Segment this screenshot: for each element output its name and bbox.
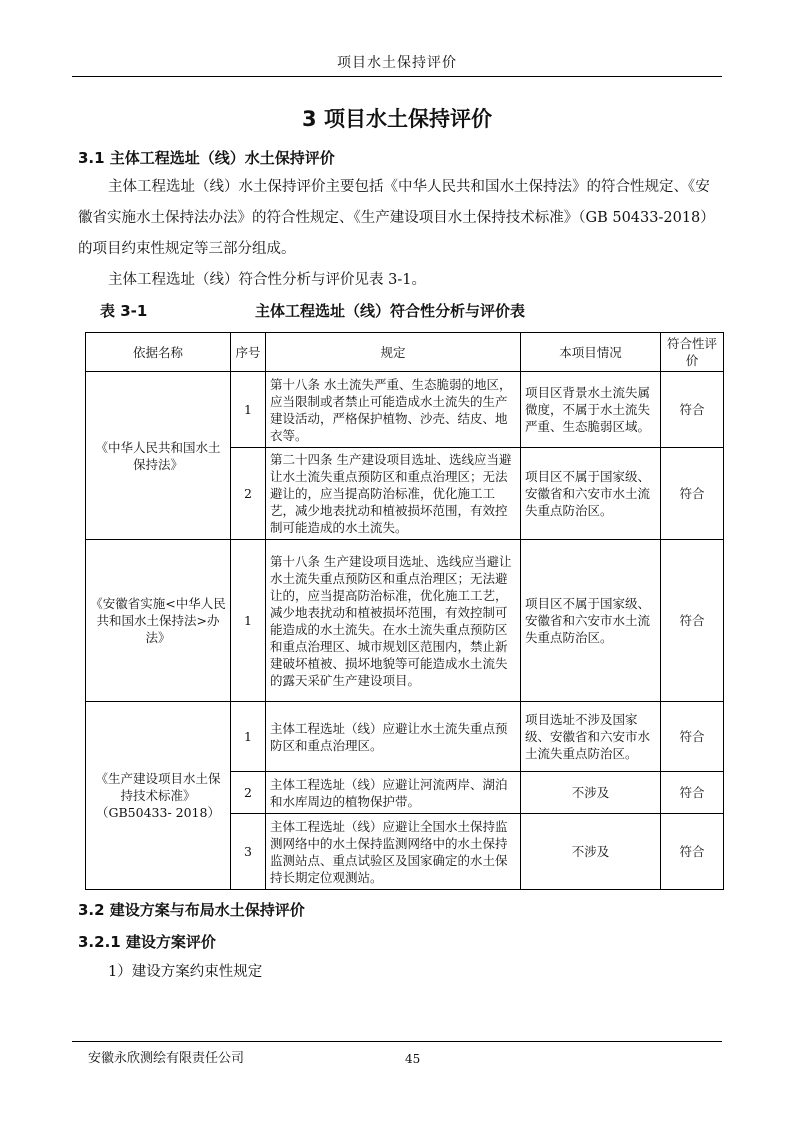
- table-row: [86, 702, 724, 772]
- result-cell: 符合: [661, 372, 724, 448]
- result-cell: 符合: [661, 448, 724, 540]
- seq-cell: 2: [231, 448, 266, 540]
- seq-cell: 1: [231, 702, 266, 772]
- project-cell: 项目选址不涉及国家级、安徽省和六安市水土流失重点防治区。: [521, 702, 661, 772]
- basis-cell: 《安徽省实施<中华人民共和国水土保持法>办法》: [86, 540, 231, 702]
- list-item-1: [78, 957, 718, 988]
- result-cell: 符合: [661, 702, 724, 772]
- section-3-1-paragraph-2: [78, 265, 718, 296]
- rule-cell: 第十八条 水土流失严重、生态脆弱的地区，应当限制或者禁止可能造成水土流失的生产建设活动，严格保护植物、沙壳、结皮、地衣等。: [266, 372, 521, 448]
- paragraph-1-text: 主体工程选址（线）水土保持评价主要包括《中华人民共和国水土保持法》的符合性规定、《安徽省实施水土保持法办法》的符合性规定、《生产建设项目水土保持技术标准》（GB 50433-2018）的项目约束性规定等三部分组成。: [78, 179, 715, 257]
- section-3-1-paragraph-1: [78, 172, 718, 265]
- page-header-title: 项目水土保持评价: [337, 55, 457, 71]
- project-cell: 不涉及: [521, 772, 661, 814]
- page-number: 45: [405, 1052, 421, 1066]
- section-3-2-1-heading: 3.2.1 建设方案评价: [78, 933, 216, 951]
- header-divider: [72, 76, 722, 77]
- rule-cell: 主体工程选址（线）应避让全国水土保持监测网络中的水土保持监测网络中的水土保持监测站点、重点试验区及国家确定的水土保持长期定位观测站。: [266, 814, 521, 890]
- project-cell: 项目区背景水土流失属微度，不属于水土流失严重、生态脆弱区域。: [521, 372, 661, 448]
- result-cell: 符合: [661, 540, 724, 702]
- project-cell: 项目区不属于国家级、安徽省和六安市水土流失重点防治区。: [521, 448, 661, 540]
- table-row: [86, 372, 724, 448]
- section-3-2-heading: 3.2 建设方案与布局水土保持评价: [78, 901, 305, 919]
- table-number: 表 3-1: [100, 302, 148, 320]
- table-caption: [100, 300, 720, 321]
- rule-cell: 第二十四条 生产建设项目选址、选线应当避让水土流失重点预防区和重点治理区；无法避让的，应当提高防治标准，优化施工工艺，减少地表扰动和植被损坏范围，有效控制可能造成的水土流失。: [266, 448, 521, 540]
- basis-cell: 《中华人民共和国水土保持法》: [86, 372, 231, 540]
- section-3-1-heading: 3.1 主体工程选址（线）水土保持评价: [78, 149, 335, 167]
- rule-cell: 主体工程选址（线）应避让水土流失重点预防区和重点治理区。: [266, 702, 521, 772]
- header-seq: 序号: [231, 333, 266, 372]
- footer-company: 安徽永欣测绘有限责任公司: [88, 1051, 245, 1066]
- chapter-title: 3 项目水土保持评价: [302, 107, 492, 131]
- footer-divider: [72, 1041, 722, 1042]
- project-cell: 项目区不属于国家级、安徽省和六安市水土流失重点防治区。: [521, 540, 661, 702]
- seq-cell: 1: [231, 372, 266, 448]
- seq-cell: 2: [231, 772, 266, 814]
- seq-cell: 3: [231, 814, 266, 890]
- rule-cell: 主体工程选址（线）应避让河流两岸、湖泊和水库周边的植物保护带。: [266, 772, 521, 814]
- basis-cell: 《生产建设项目水土保持技术标准》（GB50433- 2018）: [86, 702, 231, 890]
- seq-cell: 1: [231, 540, 266, 702]
- table-row: [86, 540, 724, 702]
- project-cell: 不涉及: [521, 814, 661, 890]
- list-item-1-text: 1）建设方案约束性规定: [108, 964, 263, 980]
- result-cell: 符合: [661, 814, 724, 890]
- rule-cell: 第十八条 生产建设项目选址、选线应当避让水土流失重点预防区和重点治理区；无法避让的，应当提高防治标准，优化施工工艺，减少地表扰动和植被损坏范围，有效控制可能造成的水土流失。在水土流失重点预防区和重点治理区、城市规划区范围内，禁止新建破坏植被、损坏地貌等可能造成水土流失的露天采矿生产建设项目。: [266, 540, 521, 702]
- paragraph-2-text: 主体工程选址（线）符合性分析与评价见表 3-1。: [108, 272, 426, 288]
- header-rule: 规定: [266, 333, 521, 372]
- header-basis: 依据名称: [86, 333, 231, 372]
- result-cell: 符合: [661, 772, 724, 814]
- table-caption-text: 主体工程选址（线）符合性分析与评价表: [255, 302, 526, 320]
- header-result: 符合性评价: [661, 333, 724, 372]
- evaluation-table: [85, 332, 724, 890]
- table-header-row: [86, 333, 724, 372]
- header-project: 本项目情况: [521, 333, 661, 372]
